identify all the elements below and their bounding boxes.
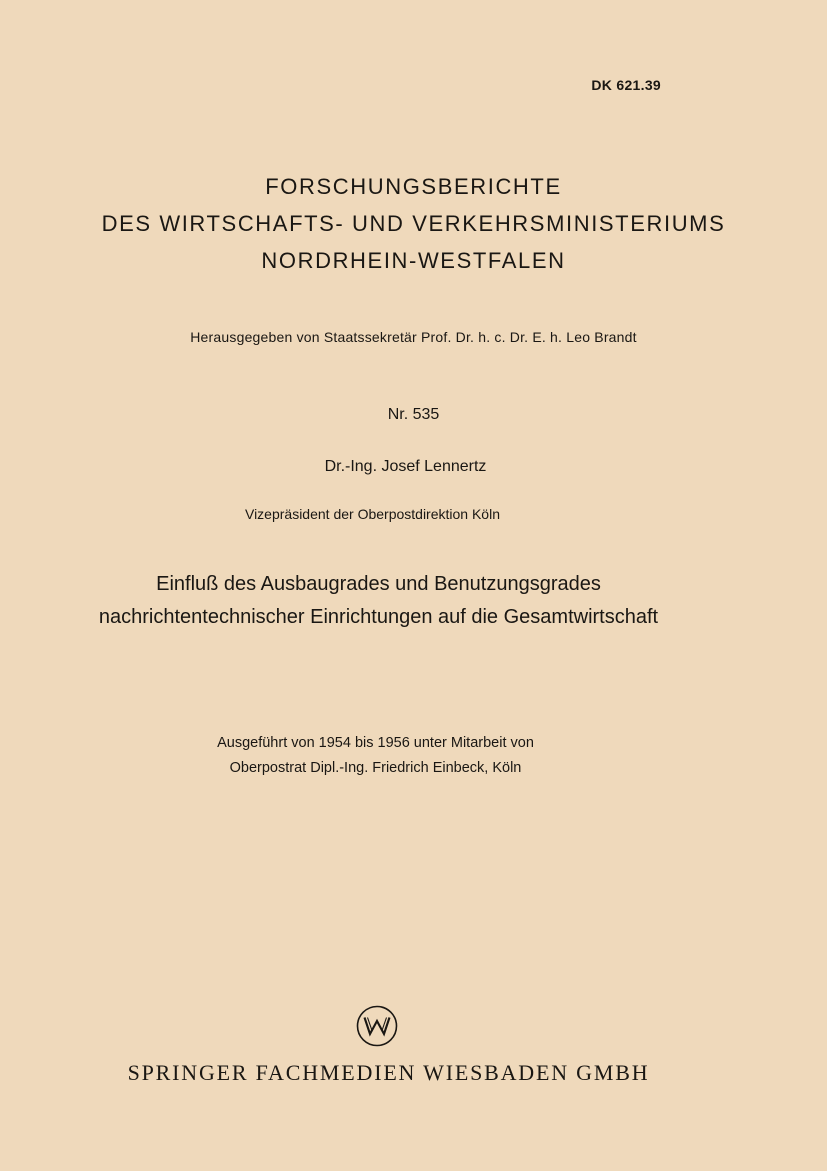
execution-note <box>0 731 789 781</box>
report-title-line-1: Einfluß des Ausbaugrades und Benutzungsgrades <box>156 573 601 595</box>
execution-note-line-1: Ausgeführt von 1954 bis 1956 unter Mitarbeit von <box>217 735 534 751</box>
classification-number: DK 621.39 <box>591 77 661 93</box>
author-position: Vizepräsident der Oberpostdirektion Köln <box>244 506 500 522</box>
report-title-line-2: nachrichtentechnischer Einrichtungen auf die Gesamtwirtschaft <box>98 606 659 628</box>
series-title-line-2: DES WIRTSCHAFTS- UND VERKEHRSMINISTERIUMS <box>101 211 726 236</box>
editor-line: Herausgegeben von Staatssekretär Prof. Dr. h. c. Dr. E. h. Leo Brandt <box>190 329 637 345</box>
series-title-line-1: FORSCHUNGSBERICHTE <box>265 174 562 199</box>
springer-w-logo <box>356 1005 398 1047</box>
publisher-name: SPRINGER FACHMEDIEN WIESBADEN GMBH <box>127 1060 650 1085</box>
report-title <box>0 568 792 634</box>
author-name: Dr.-Ing. Josef Lennertz <box>324 458 487 475</box>
series-title <box>0 168 827 279</box>
execution-note-line-2: Oberpostrat Dipl.-Ing. Friedrich Einbeck, Köln <box>229 760 522 776</box>
report-number: Nr. 535 <box>387 406 440 423</box>
series-title-line-3: NORDRHEIN-WESTFALEN <box>261 248 566 273</box>
